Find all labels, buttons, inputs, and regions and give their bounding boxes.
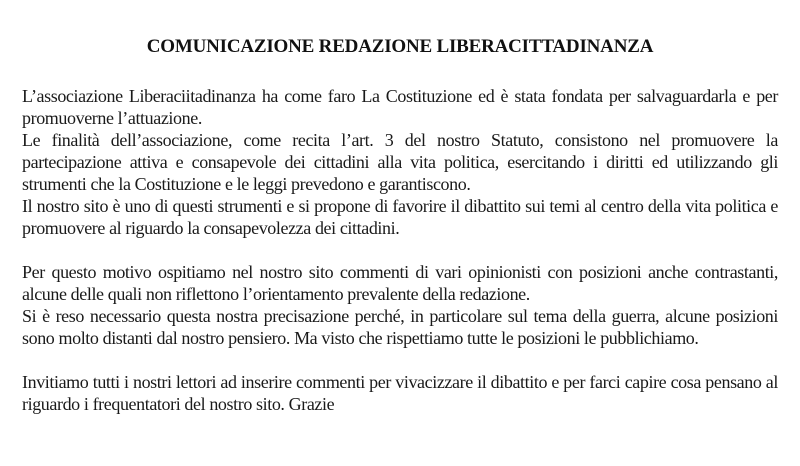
paragraph-site-purpose: Il nostro sito è uno di questi strumenti e si propone di favorire il dibattito sui temi al centro della vita politica e promuovere al riguardo la consapevolezza dei cittadini.	[22, 196, 778, 238]
paragraph-opinionists: Per questo motivo ospitiamo nel nostro sito commenti di vari opinionisti con posizioni anche contrastanti, alcune delle quali non riflettono l’orientamento prevalente della redazione.	[22, 262, 778, 304]
paragraph-association-intro: L’associazione Liberaciitadinanza ha come faro La Costituzione ed è stata fondata per salvaguardarla e per promuoverne l’attuazione.	[22, 86, 778, 128]
paragraph-statute-goals: Le finalità dell’associazione, come recita l’art. 3 del nostro Statuto, consistono nel promuovere la partecipazione attiva e consapevole dei cittadini alla vita politica, esercitando i diritti ed utilizzando gli strumenti che la Costituzione e le leggi prevedono e garantiscono.	[22, 130, 778, 194]
document-body	[22, 85, 778, 415]
document-title: COMUNICAZIONE REDAZIONE LIBERACITTADINANZA	[146, 36, 654, 57]
paragraph-invitation: Invitiamo tutti i nostri lettori ad inserire commenti per vivacizzare il dibattito e per farci capire cosa pensano al riguardo i frequentatori del nostro sito. Grazie	[22, 372, 778, 414]
paragraph-clarification: Si è reso necessario questa nostra precisazione perché, in particolare sul tema della guerra, alcune posizioni sono molto distanti dal nostro pensiero. Ma visto che rispettiamo tutte le posizioni le pubblichiamo.	[22, 306, 778, 348]
